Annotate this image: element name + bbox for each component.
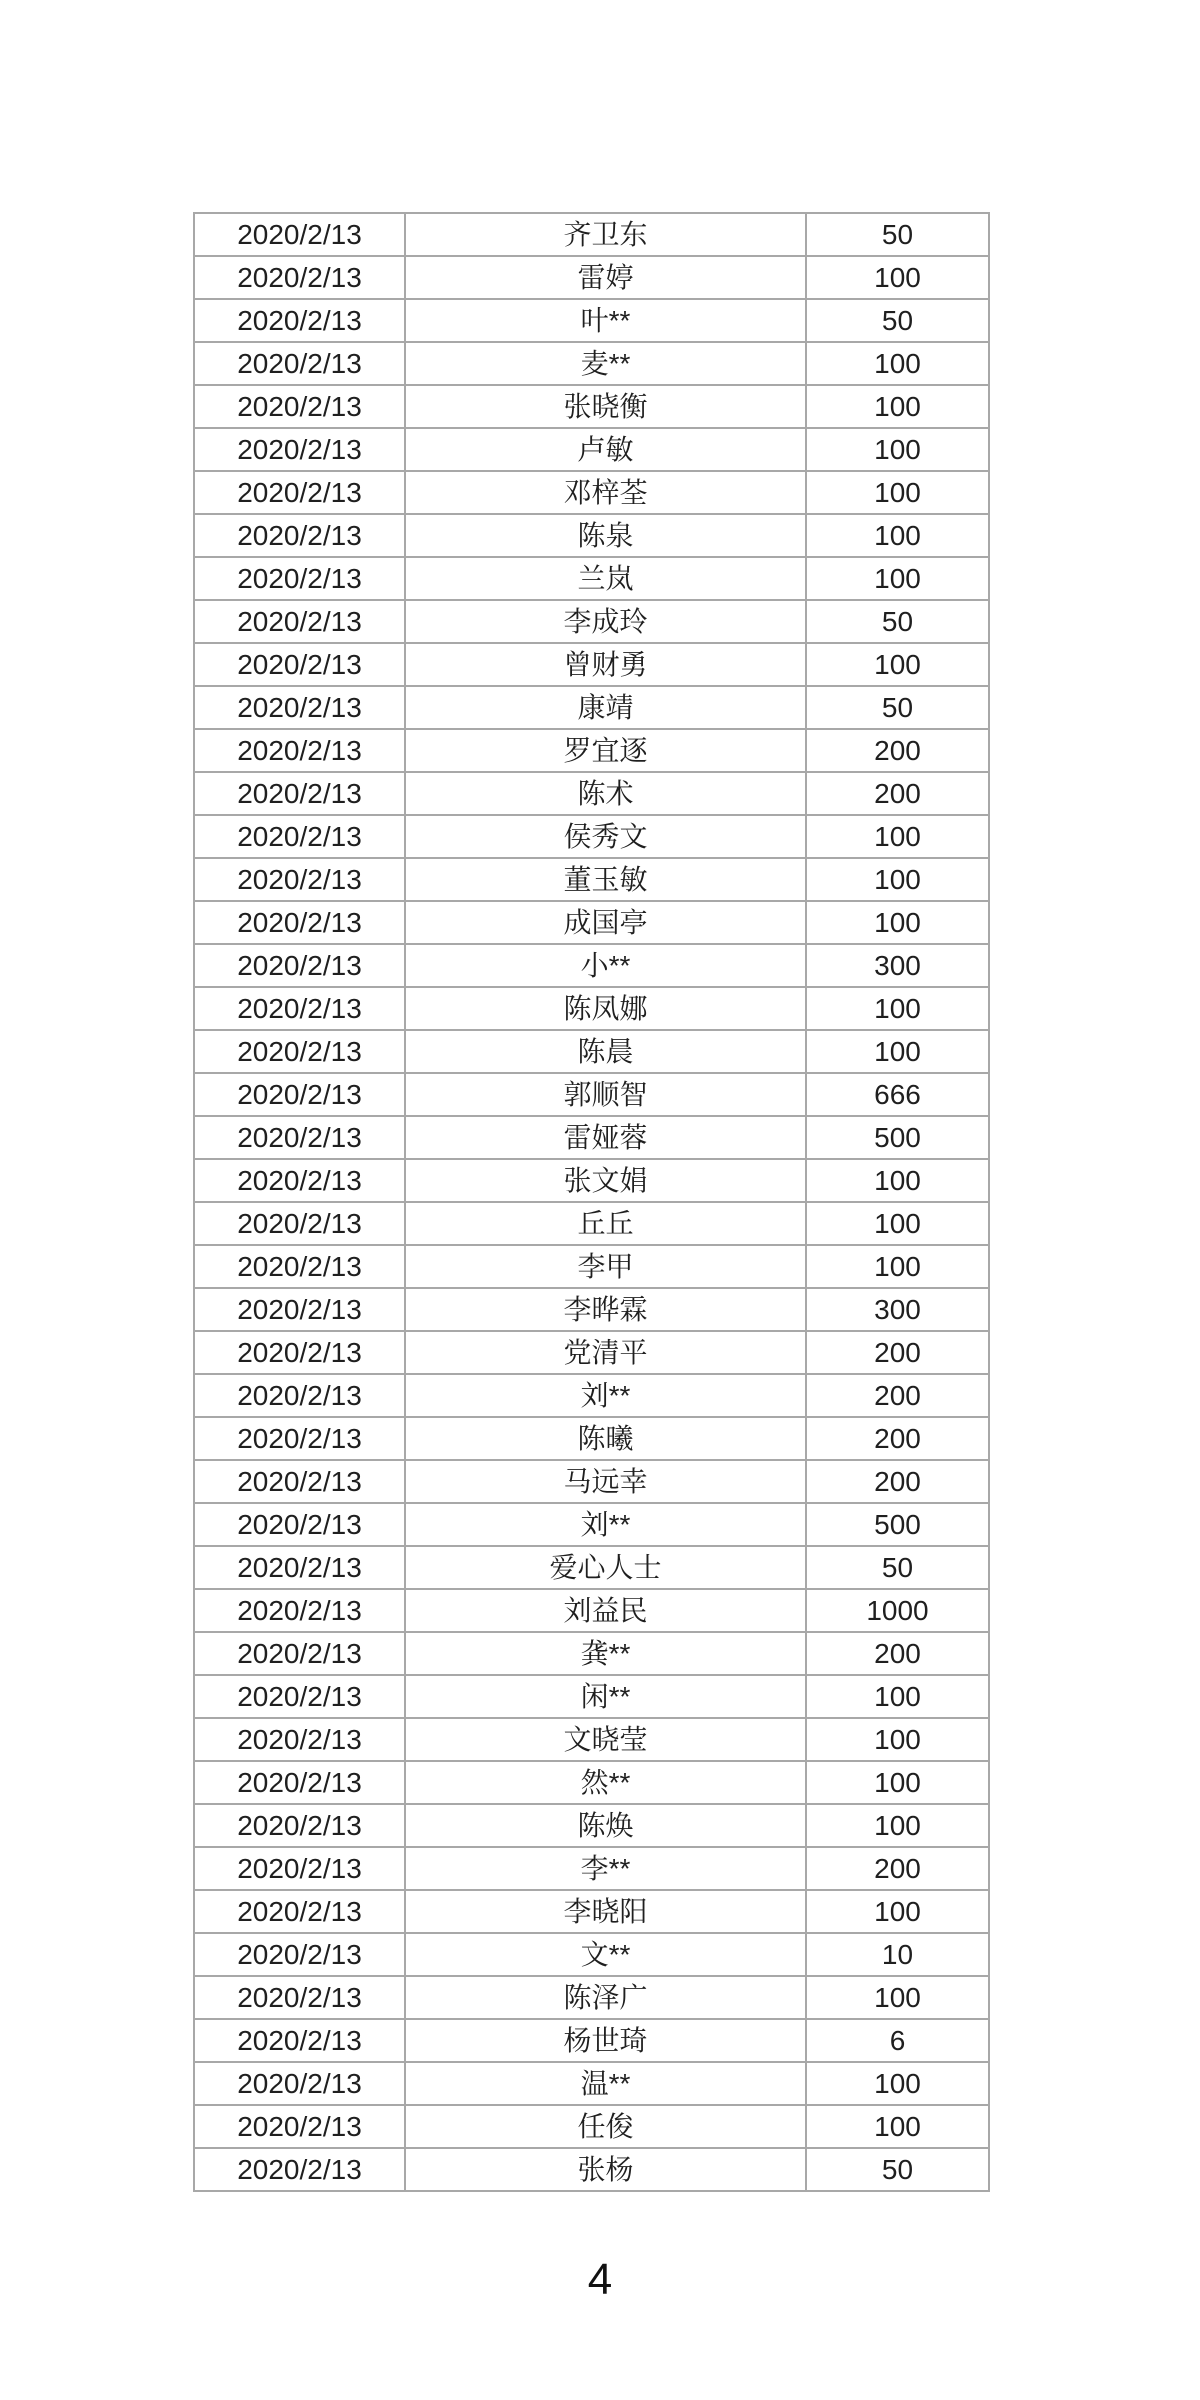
- amount-cell: 300: [806, 1288, 989, 1331]
- name-cell: 文**: [405, 1933, 806, 1976]
- table-row: [194, 858, 989, 901]
- table-row: [194, 2062, 989, 2105]
- date-cell: 2020/2/13: [194, 987, 405, 1030]
- table-row: [194, 1804, 989, 1847]
- name-cell: 齐卫东: [405, 213, 806, 256]
- name-cell: 成国亭: [405, 901, 806, 944]
- date-cell: 2020/2/13: [194, 557, 405, 600]
- amount-cell: 100: [806, 1159, 989, 1202]
- table-row: [194, 1761, 989, 1804]
- table-row: [194, 643, 989, 686]
- name-cell: 罗宜逐: [405, 729, 806, 772]
- amount-cell: 100: [806, 342, 989, 385]
- date-cell: 2020/2/13: [194, 299, 405, 342]
- date-cell: 2020/2/13: [194, 1159, 405, 1202]
- table-row: [194, 213, 989, 256]
- amount-cell: 50: [806, 686, 989, 729]
- amount-cell: 100: [806, 815, 989, 858]
- name-cell: 陈焕: [405, 1804, 806, 1847]
- amount-cell: 100: [806, 1245, 989, 1288]
- amount-cell: 200: [806, 1417, 989, 1460]
- table-row: [194, 2105, 989, 2148]
- table-row: [194, 772, 989, 815]
- date-cell: 2020/2/13: [194, 213, 405, 256]
- amount-cell: 200: [806, 1374, 989, 1417]
- name-cell: 党清平: [405, 1331, 806, 1374]
- date-cell: 2020/2/13: [194, 2062, 405, 2105]
- amount-cell: 200: [806, 729, 989, 772]
- donation-table: [193, 212, 990, 2192]
- name-cell: 闲**: [405, 1675, 806, 1718]
- table-row: [194, 1890, 989, 1933]
- name-cell: 李**: [405, 1847, 806, 1890]
- table-row: [194, 342, 989, 385]
- amount-cell: 500: [806, 1116, 989, 1159]
- name-cell: 刘**: [405, 1374, 806, 1417]
- table-row: [194, 1718, 989, 1761]
- name-cell: 侯秀文: [405, 815, 806, 858]
- date-cell: 2020/2/13: [194, 2148, 405, 2191]
- table-row: [194, 256, 989, 299]
- date-cell: 2020/2/13: [194, 1417, 405, 1460]
- amount-cell: 100: [806, 1030, 989, 1073]
- table-row: [194, 1847, 989, 1890]
- date-cell: 2020/2/13: [194, 1331, 405, 1374]
- date-cell: 2020/2/13: [194, 1933, 405, 1976]
- table-row: [194, 1288, 989, 1331]
- name-cell: 李成玲: [405, 600, 806, 643]
- date-cell: 2020/2/13: [194, 428, 405, 471]
- name-cell: 李甲: [405, 1245, 806, 1288]
- table-row: [194, 385, 989, 428]
- table-row: [194, 600, 989, 643]
- amount-cell: 50: [806, 299, 989, 342]
- date-cell: 2020/2/13: [194, 1589, 405, 1632]
- date-cell: 2020/2/13: [194, 514, 405, 557]
- name-cell: 张晓衡: [405, 385, 806, 428]
- name-cell: 刘**: [405, 1503, 806, 1546]
- amount-cell: 200: [806, 1331, 989, 1374]
- amount-cell: 100: [806, 643, 989, 686]
- table-row: [194, 1331, 989, 1374]
- table-row: [194, 2148, 989, 2191]
- amount-cell: 6: [806, 2019, 989, 2062]
- name-cell: 康靖: [405, 686, 806, 729]
- date-cell: 2020/2/13: [194, 385, 405, 428]
- name-cell: 陈晨: [405, 1030, 806, 1073]
- name-cell: 张杨: [405, 2148, 806, 2191]
- donation-table-body: [194, 213, 989, 2191]
- date-cell: 2020/2/13: [194, 901, 405, 944]
- date-cell: 2020/2/13: [194, 1976, 405, 2019]
- table-row: [194, 815, 989, 858]
- name-cell: 曾财勇: [405, 643, 806, 686]
- table-row: [194, 901, 989, 944]
- date-cell: 2020/2/13: [194, 944, 405, 987]
- amount-cell: 50: [806, 600, 989, 643]
- amount-cell: 200: [806, 1460, 989, 1503]
- name-cell: 陈凤娜: [405, 987, 806, 1030]
- date-cell: 2020/2/13: [194, 858, 405, 901]
- table-row: [194, 1073, 989, 1116]
- name-cell: 张文娟: [405, 1159, 806, 1202]
- table-row: [194, 686, 989, 729]
- name-cell: 丘丘: [405, 1202, 806, 1245]
- table-row: [194, 1202, 989, 1245]
- amount-cell: 100: [806, 858, 989, 901]
- table-row: [194, 428, 989, 471]
- name-cell: 叶**: [405, 299, 806, 342]
- table-row: [194, 1417, 989, 1460]
- name-cell: 卢敏: [405, 428, 806, 471]
- table-row: [194, 1245, 989, 1288]
- amount-cell: 100: [806, 1804, 989, 1847]
- date-cell: 2020/2/13: [194, 1460, 405, 1503]
- table-row: [194, 1374, 989, 1417]
- table-row: [194, 1116, 989, 1159]
- name-cell: 爱心人士: [405, 1546, 806, 1589]
- amount-cell: 100: [806, 1718, 989, 1761]
- amount-cell: 100: [806, 428, 989, 471]
- amount-cell: 100: [806, 987, 989, 1030]
- amount-cell: 100: [806, 2062, 989, 2105]
- amount-cell: 1000: [806, 1589, 989, 1632]
- name-cell: 陈泉: [405, 514, 806, 557]
- date-cell: 2020/2/13: [194, 1847, 405, 1890]
- name-cell: 雷娅蓉: [405, 1116, 806, 1159]
- amount-cell: 200: [806, 1847, 989, 1890]
- amount-cell: 100: [806, 2105, 989, 2148]
- amount-cell: 100: [806, 385, 989, 428]
- date-cell: 2020/2/13: [194, 686, 405, 729]
- amount-cell: 200: [806, 1632, 989, 1675]
- date-cell: 2020/2/13: [194, 729, 405, 772]
- date-cell: 2020/2/13: [194, 600, 405, 643]
- amount-cell: 100: [806, 557, 989, 600]
- date-cell: 2020/2/13: [194, 1374, 405, 1417]
- date-cell: 2020/2/13: [194, 2105, 405, 2148]
- table-row: [194, 729, 989, 772]
- date-cell: 2020/2/13: [194, 1632, 405, 1675]
- date-cell: 2020/2/13: [194, 1761, 405, 1804]
- date-cell: 2020/2/13: [194, 643, 405, 686]
- table-row: [194, 2019, 989, 2062]
- name-cell: 李晓阳: [405, 1890, 806, 1933]
- date-cell: 2020/2/13: [194, 1718, 405, 1761]
- date-cell: 2020/2/13: [194, 1503, 405, 1546]
- name-cell: 李晔霖: [405, 1288, 806, 1331]
- table-row: [194, 557, 989, 600]
- date-cell: 2020/2/13: [194, 256, 405, 299]
- name-cell: 然**: [405, 1761, 806, 1804]
- date-cell: 2020/2/13: [194, 342, 405, 385]
- name-cell: 郭顺智: [405, 1073, 806, 1116]
- table-row: [194, 1976, 989, 2019]
- amount-cell: 10: [806, 1933, 989, 1976]
- name-cell: 麦**: [405, 342, 806, 385]
- date-cell: 2020/2/13: [194, 1288, 405, 1331]
- table-row: [194, 1933, 989, 1976]
- name-cell: 董玉敏: [405, 858, 806, 901]
- date-cell: 2020/2/13: [194, 1804, 405, 1847]
- amount-cell: 50: [806, 2148, 989, 2191]
- amount-cell: 100: [806, 256, 989, 299]
- date-cell: 2020/2/13: [194, 1116, 405, 1159]
- amount-cell: 100: [806, 1976, 989, 2019]
- table-row: [194, 1589, 989, 1632]
- amount-cell: 100: [806, 471, 989, 514]
- page-number: 4: [587, 2255, 613, 2304]
- name-cell: 邓梓荃: [405, 471, 806, 514]
- amount-cell: 100: [806, 1890, 989, 1933]
- table-row: [194, 514, 989, 557]
- table-row: [194, 944, 989, 987]
- date-cell: 2020/2/13: [194, 1675, 405, 1718]
- amount-cell: 100: [806, 1202, 989, 1245]
- amount-cell: 500: [806, 1503, 989, 1546]
- date-cell: 2020/2/13: [194, 815, 405, 858]
- table-row: [194, 1030, 989, 1073]
- amount-cell: 666: [806, 1073, 989, 1116]
- name-cell: 小**: [405, 944, 806, 987]
- amount-cell: 300: [806, 944, 989, 987]
- date-cell: 2020/2/13: [194, 1245, 405, 1288]
- name-cell: 兰岚: [405, 557, 806, 600]
- date-cell: 2020/2/13: [194, 471, 405, 514]
- table-row: [194, 1503, 989, 1546]
- date-cell: 2020/2/13: [194, 1890, 405, 1933]
- date-cell: 2020/2/13: [194, 1073, 405, 1116]
- name-cell: 温**: [405, 2062, 806, 2105]
- date-cell: 2020/2/13: [194, 2019, 405, 2062]
- amount-cell: 100: [806, 1675, 989, 1718]
- name-cell: 龚**: [405, 1632, 806, 1675]
- date-cell: 2020/2/13: [194, 1030, 405, 1073]
- table-row: [194, 1546, 989, 1589]
- name-cell: 马远幸: [405, 1460, 806, 1503]
- amount-cell: 100: [806, 1761, 989, 1804]
- table-row: [194, 1460, 989, 1503]
- amount-cell: 100: [806, 514, 989, 557]
- name-cell: 陈泽广: [405, 1976, 806, 2019]
- date-cell: 2020/2/13: [194, 1546, 405, 1589]
- table-row: [194, 1159, 989, 1202]
- name-cell: 任俊: [405, 2105, 806, 2148]
- name-cell: 雷婷: [405, 256, 806, 299]
- name-cell: 杨世琦: [405, 2019, 806, 2062]
- name-cell: 刘益民: [405, 1589, 806, 1632]
- amount-cell: 200: [806, 772, 989, 815]
- amount-cell: 100: [806, 901, 989, 944]
- table-row: [194, 1675, 989, 1718]
- date-cell: 2020/2/13: [194, 1202, 405, 1245]
- name-cell: 文晓莹: [405, 1718, 806, 1761]
- table-row: [194, 471, 989, 514]
- name-cell: 陈曦: [405, 1417, 806, 1460]
- table-row: [194, 987, 989, 1030]
- date-cell: 2020/2/13: [194, 772, 405, 815]
- table-row: [194, 299, 989, 342]
- amount-cell: 50: [806, 1546, 989, 1589]
- amount-cell: 50: [806, 213, 989, 256]
- name-cell: 陈术: [405, 772, 806, 815]
- table-row: [194, 1632, 989, 1675]
